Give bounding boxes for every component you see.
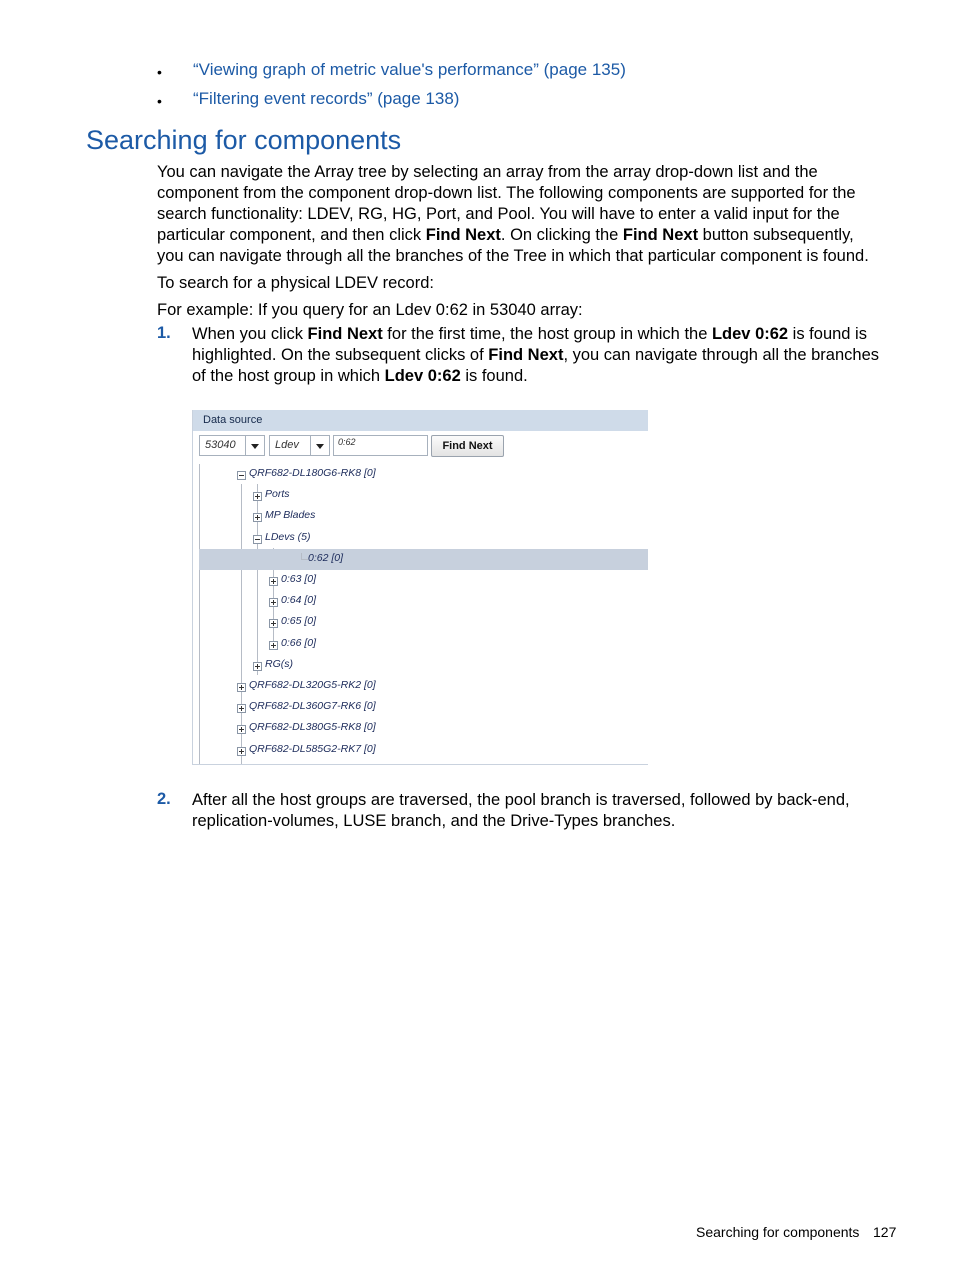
data-source-screenshot [192,410,648,765]
tree-node[interactable] [199,549,648,570]
step-line: of the host group in which Ldev 0:62 is found. [192,367,528,385]
expand-icon[interactable] [269,619,278,628]
chevron-down-icon[interactable] [245,436,264,455]
para-line: particular component, and then click Find Next. On clicking the Find Next button subsequently, [157,226,854,244]
link-viewing-graph[interactable]: “Viewing graph of metric value's performance” (page 135) [193,60,626,79]
step-1-text [192,324,912,387]
para-line: search functionality: LDEV, RG, HG, Port, and Pool. You will have to enter a valid input for the [157,205,840,223]
expand-icon[interactable] [269,577,278,586]
page-number: 127 [873,1224,897,1240]
collapse-icon[interactable] [237,471,246,480]
step-line: replication-volumes, LUSE branch, and the Drive-Types branches. [192,812,676,830]
data-source-header [193,410,648,431]
footer-section-title: Searching for components [696,1224,860,1240]
tree-node[interactable] [199,528,648,549]
tree-node-label: QRF682-DL320G5-RK2 [0] [249,679,376,691]
tree-node-label: 0:64 [0] [281,594,317,607]
tree-node[interactable] [199,676,648,697]
tree-node[interactable] [199,506,648,527]
paragraph-intro [157,162,917,267]
search-input[interactable] [333,435,428,456]
expand-icon[interactable] [253,513,262,522]
collapse-icon[interactable] [253,535,262,544]
section-title: Searching for components [86,125,402,155]
step-line: When you click Find Next for the first time, the host group in which the Ldev 0:62 is found is [192,325,867,343]
tree-node[interactable] [199,612,648,633]
step-line: After all the host groups are traversed, the pool branch is traversed, followed by back-end, [192,791,850,809]
tree-node-label: RG(s) [265,657,293,670]
tree-node-label: QRF682-DL360G7-RK6 [0] [249,700,376,713]
bullet-1: • [157,64,162,80]
tree-node-label: QRF682-DL585G2-RK7 [0] [249,742,376,755]
step-2-text [192,790,912,832]
tree-node[interactable] [199,655,648,676]
tree-node[interactable] [199,718,648,739]
para-line: you can navigate through all the branches of the Tree in which that particular component is found. [157,247,869,265]
step-line: highlighted. On the subsequent clicks of Find Next, you can navigate through all the branches [192,346,879,364]
chevron-down-icon[interactable] [310,436,329,455]
component-select[interactable] [269,435,330,456]
link-filtering-events[interactable]: “Filtering event records” (page 138) [193,89,460,108]
tree-node-label: MP Blades [265,509,316,522]
tree-node-label: QRF682-DL180G6-RK8 [0] [249,467,376,479]
paragraph-example: For example: If you query for an Ldev 0:62 in 53040 array: [157,301,583,319]
tree-node-label: Ports [265,488,290,501]
expand-icon[interactable] [253,492,262,501]
bullet-2: • [157,93,162,109]
para-line: You can navigate the Array tree by selecting an array from the array drop-down list and the [157,163,818,181]
tree-node-label: 0:66 [0] [281,636,317,649]
expand-icon[interactable] [237,683,246,692]
expand-icon[interactable] [237,704,246,713]
tree-node[interactable] [199,591,648,612]
tree-node[interactable] [199,485,648,506]
expand-icon[interactable] [269,641,278,650]
expand-icon[interactable] [237,725,246,734]
tree-node[interactable] [199,740,648,761]
tree-node-label: 0:63 [0] [281,573,317,585]
data-source-title: Data source [203,414,263,426]
component-select-value: Ldev [275,439,299,451]
find-next-button[interactable]: Find Next [431,435,504,457]
para-line: component from the component drop-down list. The following components are supported for the [157,184,856,202]
step-2-number: 2. [157,790,171,808]
tree-node[interactable] [199,464,648,485]
array-select[interactable] [199,435,265,456]
tree-node-label: QRF682-DL380G5-RK8 [0] [249,721,376,734]
tree-node[interactable] [199,570,648,591]
tree-node-label: LDevs (5) [265,530,311,543]
array-select-value: 53040 [205,439,236,451]
tree-node[interactable] [199,697,648,718]
expand-icon[interactable] [253,662,262,671]
expand-icon[interactable] [237,747,246,756]
search-input-value: 0:62 [338,437,356,447]
tree-node-label: 0:62 [0] [308,551,344,564]
tree-connector-icon [301,553,308,560]
tree-node-label: 0:65 [0] [281,615,317,628]
tree-node[interactable] [199,634,648,655]
expand-icon[interactable] [269,598,278,607]
step-1-number: 1. [157,324,171,342]
paragraph-search-ldev: To search for a physical LDEV record: [157,274,434,292]
